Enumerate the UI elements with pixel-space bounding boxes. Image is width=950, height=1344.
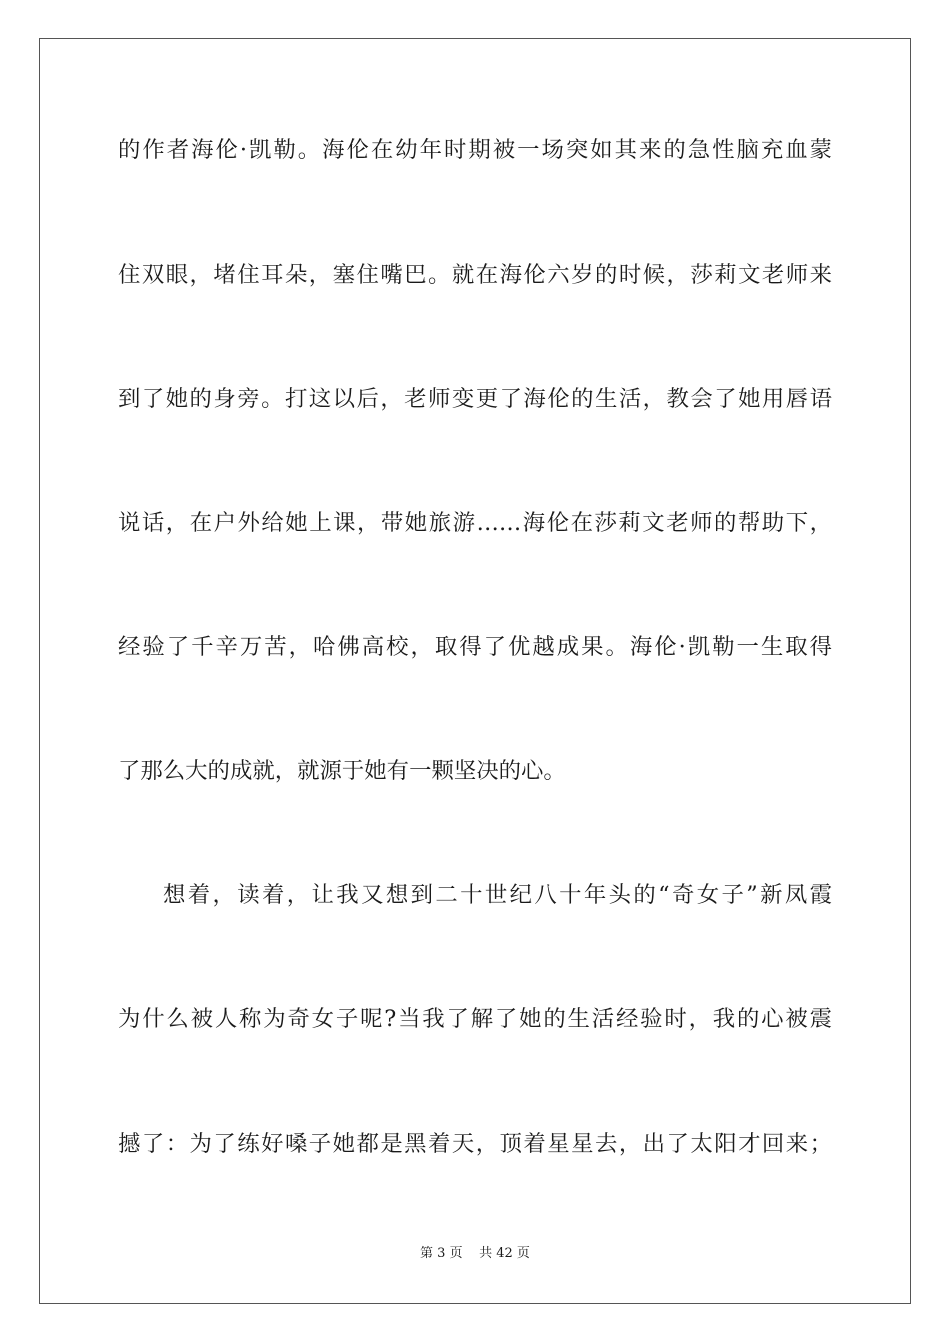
paragraph-line: 经验了千辛万苦，哈佛高校，取得了优越成果。海伦·凯勒一生取得 [118, 634, 832, 660]
paragraph-line: 想着，读着，让我又想到二十世纪八十年头的“奇女子”新凤霞 [163, 882, 832, 908]
paragraph-line: 到了她的身旁。打这以后，老师变更了海伦的生活，教会了她用唇语 [118, 386, 832, 412]
paragraph-line: 的作者海伦·凯勒。海伦在幼年时期被一场突如其来的急性脑充血蒙 [118, 137, 832, 163]
page-border [39, 38, 911, 1304]
paragraph-line: 为什么被人称为奇女子呢?当我了解了她的生活经验时，我的心被震 [118, 1006, 832, 1032]
paragraph-line: 了那么大的成就，就源于她有一颗坚决的心。 [118, 758, 566, 784]
paragraph-line: 说话，在户外给她上课，带她旅游……海伦在莎莉文老师的帮助下， [118, 510, 832, 536]
page-total: 共 42 页 [479, 1246, 530, 1261]
paragraph-line: 住双眼，堵住耳朵，塞住嘴巴。就在海伦六岁的时候，莎莉文老师来 [118, 262, 832, 288]
page-footer [0, 1245, 950, 1263]
paragraph-line: 撼了：为了练好嗓子她都是黑着天，顶着星星去，出了太阳才回来； [118, 1131, 832, 1157]
page-number: 第 3 页 [420, 1246, 463, 1261]
